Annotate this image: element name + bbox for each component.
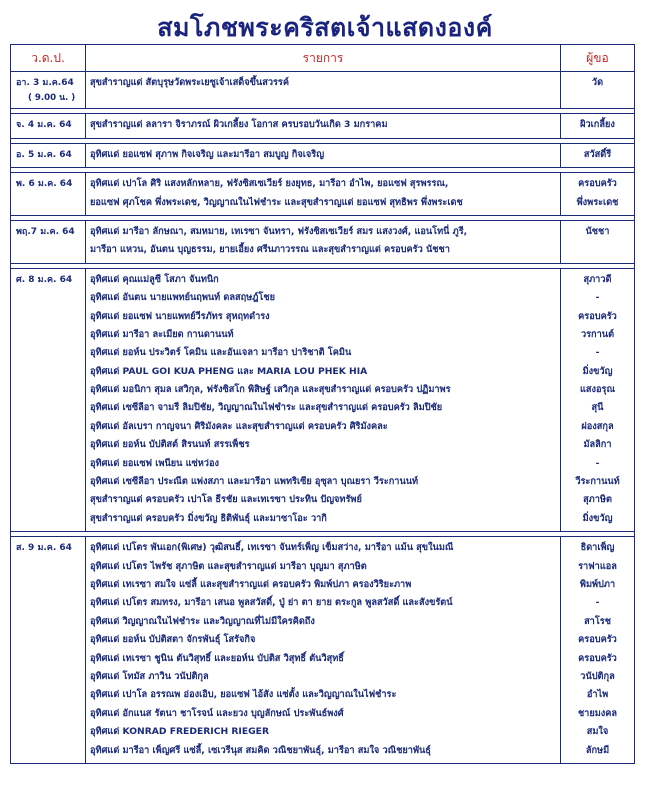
intention-line: สุขสำราญแด่ สัตบุรุษวัดพระเยซูเจ้าเสด็จขึ้นสวรรค์ [90,77,289,88]
requester-name: แสงอรุณ [580,384,615,396]
requester-name: สุภาษิต [583,494,612,506]
intention-line: อุทิศแด่ มารีอา เพ็ญศรี แซ่ลี้, เซเวรีนุส สมคิด วณิชยาพันธุ์, มารีอา สมใจ วณิชยาพันธุ์ [90,744,431,756]
intention-cell [86,143,561,167]
requester-name: - [595,457,600,469]
requester-name: มิ่งขวัญ [582,512,613,524]
intention-cell [86,220,561,263]
requester-name: ครอบครัว [578,652,617,664]
date-text: อา. 3 ม.ค.64 [16,78,74,88]
intention-line: อุทิศแด่ มอนิกา สุมล เสวิกุล, ฟรังซิสโก พิสิษฐ์ เสวิกุล และสุขสำราญแด่ ครอบครัว ปฏิมาพร [90,384,451,396]
intention-line: อุทิศแด่ คุณแม่ลูซี โสภา จันทนิก [90,273,219,285]
mass-intentions-table [10,44,635,764]
intention-cell [86,173,561,216]
requester-cell [561,268,635,531]
intention-line: อุทิศแด่ เปโตร สมทรง, มารีอา เสนอ พูลสวัสดิ์, ปู่ ย่า ตา ยาย ตระกูล พูลสวัสดิ์ และสังขรัตน์ [90,597,453,609]
requester-name: วัด [591,77,604,88]
date-text: พฤ.7 ม.ค. 64 [16,226,75,237]
date-cell [11,72,86,109]
header-requester: ผู้ขอ [561,45,635,72]
intention-line: อุทิศแด่ เปโตร พันเอก(พิเศษ) วุฒิสนธิ์, เทเรซา จันทร์เพ็ญ เข็มสว่าง, มารีอา แม้น สุขในมณี [90,542,454,554]
intention-line: อุทิศแด่ ยอแซฟ สุภาพ กิจเจริญ และมารีอา สมบูญ กิจเจริญ [90,148,325,160]
requester-name: วรกานต์ [580,328,615,340]
date-text: พ. 6 ม.ค. 64 [16,179,73,190]
intention-line: อุทิศแด่ อักแนส รัตนา ชาโรจน์ และยวง บุญลักษณ์ ประพันธ์พงศ์ [90,707,344,719]
intention-line: อุทิศแด่ ยอห์น ประวิตร์ โคมิน และอันเจลา มารีอา ปาริชาติ โคมิน [90,347,352,359]
intention-line: อุทิศแด่ มารีอา ลักษณา, สมหมาย, เทเรซา จันทรา, ฟรังซิสเซเวียร์ สมร แสงวงศ์, แอนโทนี่ ภูรี, [90,225,468,237]
requester-name: - [595,292,600,304]
requester-name: ผ่องสกุล [581,420,614,432]
intention-line: อุทิศแด่ เปโตร ไพรัช สุภาษิต และสุขสำราญแด่ มารีอา บุญมา สุภาษิต [90,560,367,572]
intention-line: มารีอา แหวน, อันตน บุญธรรม, ยายเอี้ยง ศรีนภาวรรณ และสุขสำราญแด่ ครอบครัว นัชชา [90,244,450,256]
page-title: สมโภชพระคริสตเจ้าแสดงองค์ [157,13,493,42]
table-row [11,72,635,109]
requester-cell [561,220,635,263]
requester-name: ธิดาเพ็ญ [580,542,615,554]
requester-name: - [595,347,600,359]
intention-line: อุทิศแด่ วิญญาณในไฟชำระ และวิญญาณที่ไม่มีใครคิดถึง [90,615,315,627]
intention-line: อุทิศแด่ ยอแซฟ นายแพทย์วีรภัทร สุหฤทดำรง [90,310,270,322]
date-cell [11,220,86,263]
intention-line: อุทิศแด่ ยอแซฟ เพนียน แซ่หว่อง [90,457,219,469]
header-intention: รายการ [86,45,561,72]
header-date: ว.ด.ป. [11,45,86,72]
intention-line: อุทิศแด่ เทเรซา สมใจ แซ่ลี้ และสุขสำราญแด่ ครอบครัว พิมพ์ปภา ครองวิริยะภาพ [90,578,412,590]
requester-name: สมใจ [586,726,609,738]
requester-name: วีระกานนท์ [575,476,620,488]
requester-name: วนัปติกุล [580,670,615,682]
requester-name: มัลลิกา [583,439,612,451]
requester-name: ลักษมี [585,744,610,756]
requester-name: ครอบครัว [578,310,617,322]
intention-line: อุทิศแด่ KONRAD FREDERICH RIEGER [90,726,270,738]
requester-cell [561,114,635,138]
intention-cell [86,72,561,109]
intention-cell [86,268,561,531]
intention-line: ยอแซฟ ศุภโชค พึ่งพระเดช, วิญญาณในไฟชำระ และสุขสำราญแด่ ยอแซฟ สุทธิพร พึ่งพระเดช [90,196,463,208]
requester-cell [561,537,635,764]
requester-cell [561,173,635,216]
requester-name: - [595,597,600,609]
intention-line: อุทิศแด่ เปาโล อรรณพ อ่องเอิบ, ยอแซฟ ไอ้สัง แซ่ตั้ง และวิญญาณในไฟชำระ [90,689,397,701]
requester-name: ครอบครัว [578,178,617,190]
intention-line: อุทิศแด่ เทเรซา ชูนิน ตันวิสุทธิ์ และยอห์น บัปติส วิสุทธิ์ ตันวิสุทธิ์ [90,652,344,664]
intention-line: อุทิศแด่ เปาโล ศิริ แสงหลักหลาย, ฟรังซิสเซเวียร์ ยงยุทธ, มารีอา อำไพ, ยอแซฟ สุรพรรณ, [90,178,449,190]
intention-line: อุทิศแด่ ยอห์น บัปติสต์ สิรนนท์ สรรเพ็ชร [90,439,250,451]
table-header-row [11,45,635,72]
table-row [11,173,635,216]
intention-line: อุทิศแด่ เซซีลีอา ประณีต แพ่งสภา และมารีอา แพทริเซีย อุซุลา บุณยรา วีระกานนท์ [90,476,419,488]
requester-name: มิ่งขวัญ [582,365,613,377]
date-text: จ. 4 ม.ค. 64 [16,120,72,131]
table-row [11,268,635,531]
intention-line: อุทิศแด่ PAUL GOI KUA PHENG และ MARIA LOU PHEK HIA [90,365,368,377]
date-cell [11,268,86,531]
requester-name: ราฟาแอล [578,560,617,572]
table-row [11,220,635,263]
intention-line: อุทิศแด่ ยอห์น บัปติสตา จักรพันธุ์ โสรัจกิจ [90,634,256,646]
intention-cell [86,537,561,764]
intention-line: อุทิศแด่ มารีอา ละเมียด กานดานนท์ [90,328,234,340]
date-cell [11,143,86,167]
requester-name: ผิวเกลี้ยง [580,119,615,131]
requester-name: ชายมงคล [577,707,618,719]
requester-name: พิมพ์ปภา [579,578,616,590]
table-row [11,114,635,138]
table-row [11,537,635,764]
intention-line: อุทิศแด่ โทมัส ภาวิน วนัปติกุล [90,670,209,682]
requester-name: สุนี [591,402,604,414]
intention-line: สุขสำราญแด่ ครอบครัว มิ่งขวัญ ธิติพันธุ์ และมาซาโอะ วากิ [90,512,327,524]
table-row [11,143,635,167]
table-body [11,72,635,764]
intention-line: สุขสำราญแด่ ลลารา จิราภรณ์ ผิวเกลี้ยง โอกาส ครบรอบวันเกิด 3 มกราคม [90,119,388,131]
requester-name: อำไพ [586,689,609,701]
requester-name: สุภาวดี [583,273,612,285]
requester-name: นัชชา [585,225,610,237]
intention-line: อุทิศแด่ อัลเบรา กาญจนา ศิริมังคละ และสุขสำราญแด่ ครอบครัว ศิริมังคละ [90,420,388,432]
date-text: ศ. 8 ม.ค. 64 [16,274,73,285]
requester-cell [561,143,635,167]
date-cell [11,537,86,764]
requester-name: สวัสดิ์รี [583,148,612,160]
requester-name: พึ่งพระเดช [576,196,619,208]
requester-name: สาโรช [584,615,611,627]
date-text: ส. 9 ม.ค. 64 [16,543,72,554]
intention-line: สุขสำราญแด่ ครอบครัว เปาโล ธีรชัย และเทเรซา ประทิน ปัญจทรัพย์ [90,494,362,506]
date-cell [11,114,86,138]
requester-name: ครอบครัว [578,634,617,646]
time-text: ( 9.00 น. ) [28,93,76,104]
requester-cell [561,72,635,109]
intention-line: อุทิศแด่ อันตน นายแพทย์นฤพนท์ ดลสฤษฎ์โชย [90,292,275,304]
intention-line: อุทิศแด่ เซซีลีอา จามรี ลิมปิชัย, วิญญาณในไฟชำระ และสุขสำราญแด่ ครอบครัว ลิมปิชัย [90,402,443,414]
intention-cell [86,114,561,138]
date-text: อ. 5 ม.ค. 64 [16,149,72,160]
date-cell [11,173,86,216]
